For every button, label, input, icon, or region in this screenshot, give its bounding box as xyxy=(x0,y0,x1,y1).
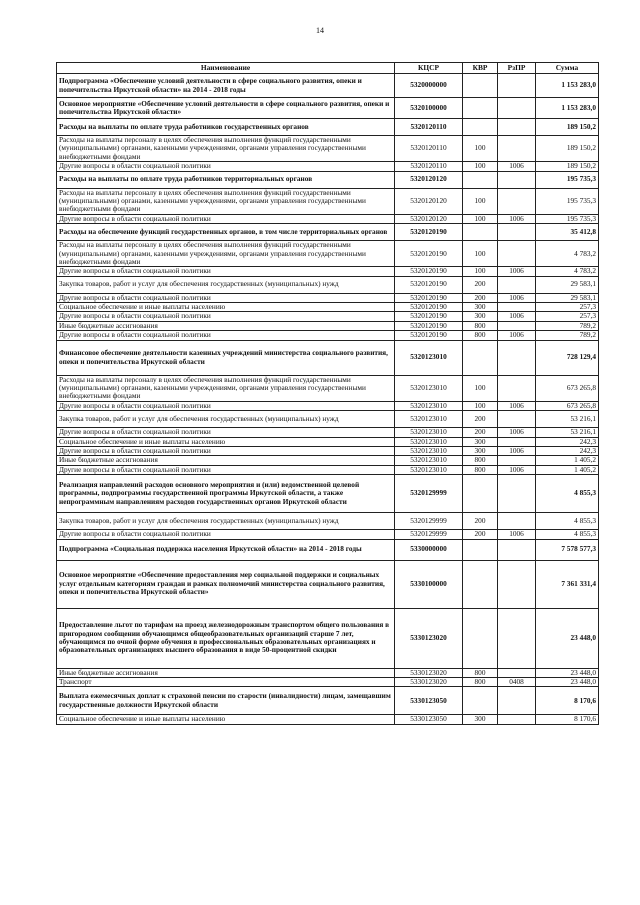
cell-kvr xyxy=(463,475,498,513)
cell-name: Реализация направлений расходов основного мероприятия и (или) ведомственной целевой программы, подпрограммы государственной программы Иркутской области, а также непрограммным направлениям расходов государственных органов Иркутской области xyxy=(57,475,395,513)
cell-kvr: 100 xyxy=(463,401,498,410)
table-row xyxy=(57,513,599,530)
cell-kvr xyxy=(463,224,498,241)
cell-sum: 29 583,1 xyxy=(536,276,599,293)
cell-kvr: 200 xyxy=(463,411,498,428)
table-row xyxy=(57,276,599,293)
cell-kcsr: 5320120190 xyxy=(395,241,463,267)
cell-sum: 1 153 283,0 xyxy=(536,74,599,98)
cell-kvr xyxy=(463,171,498,188)
cell-rzpr xyxy=(498,171,536,188)
cell-rzpr xyxy=(498,560,536,608)
cell-name: Другие вопросы в области социальной политики xyxy=(57,428,395,437)
cell-name: Другие вопросы в области социальной политики xyxy=(57,162,395,171)
cell-name: Иные бюджетные ассигнования xyxy=(57,668,395,677)
cell-name: Расходы на выплаты по оплате труда работников территориальных органов xyxy=(57,171,395,188)
cell-sum: 673 265,8 xyxy=(536,375,599,401)
header-sum: Сумма xyxy=(536,63,599,74)
cell-kcsr: 5320120120 xyxy=(395,171,463,188)
table-row xyxy=(57,608,599,668)
table-row xyxy=(57,214,599,223)
cell-kvr xyxy=(463,74,498,98)
cell-kvr: 100 xyxy=(463,267,498,276)
cell-rzpr: 1006 xyxy=(498,293,536,302)
cell-kcsr: 5320120190 xyxy=(395,331,463,340)
cell-rzpr xyxy=(498,608,536,668)
cell-name: Другие вопросы в области социальной политики xyxy=(57,446,395,455)
cell-name: Другие вопросы в области социальной политики xyxy=(57,530,395,539)
table-row xyxy=(57,539,599,560)
cell-sum: 7 361 331,4 xyxy=(536,560,599,608)
cell-kcsr: 5320123010 xyxy=(395,428,463,437)
cell-rzpr xyxy=(498,340,536,375)
cell-sum: 189 150,2 xyxy=(536,119,599,136)
cell-kcsr: 5330000000 xyxy=(395,539,463,560)
cell-sum: 242,3 xyxy=(536,446,599,455)
cell-kcsr: 5320123010 xyxy=(395,411,463,428)
cell-kvr xyxy=(463,340,498,375)
table-row xyxy=(57,560,599,608)
cell-kvr xyxy=(463,608,498,668)
table-row xyxy=(57,687,599,715)
cell-sum: 29 583,1 xyxy=(536,293,599,302)
cell-rzpr: 1006 xyxy=(498,267,536,276)
cell-sum: 35 412,8 xyxy=(536,224,599,241)
cell-kcsr: 5320120110 xyxy=(395,119,463,136)
table-row xyxy=(57,171,599,188)
cell-kcsr: 5320123010 xyxy=(395,401,463,410)
cell-kcsr: 5320120190 xyxy=(395,293,463,302)
cell-name: Закупка товаров, работ и услуг для обеспечения государственных (муниципальных) нужд xyxy=(57,276,395,293)
table-row xyxy=(57,401,599,410)
cell-kcsr: 5320120110 xyxy=(395,136,463,162)
table-row xyxy=(57,465,599,474)
cell-name: Другие вопросы в области социальной политики xyxy=(57,312,395,321)
cell-kcsr: 5330100000 xyxy=(395,560,463,608)
cell-kcsr: 5320120190 xyxy=(395,312,463,321)
cell-kcsr: 5320100000 xyxy=(395,98,463,119)
cell-kvr: 300 xyxy=(463,303,498,312)
table-row xyxy=(57,98,599,119)
cell-rzpr: 1006 xyxy=(498,530,536,539)
cell-sum: 673 265,8 xyxy=(536,401,599,410)
cell-name: Предоставление льгот по тарифам на проезд железнодорожным транспортом общего пользования в пригородном сообщении обучающимся общеобразовательных организаций старше 7 лет, обучающимся по очной форме обучения в профессиональных образовательных организациях и образовательных организациях высшего образования в виде 50-процентной скидки xyxy=(57,608,395,668)
cell-name: Социальное обеспечение и иные выплаты населению xyxy=(57,437,395,446)
cell-sum: 1 405,2 xyxy=(536,465,599,474)
cell-kcsr: 5320120190 xyxy=(395,224,463,241)
cell-kvr: 800 xyxy=(463,456,498,465)
cell-kvr: 200 xyxy=(463,530,498,539)
cell-sum: 189 150,2 xyxy=(536,136,599,162)
cell-name: Закупка товаров, работ и услуг для обеспечения государственных (муниципальных) нужд xyxy=(57,513,395,530)
cell-kvr: 300 xyxy=(463,715,498,724)
cell-rzpr xyxy=(498,456,536,465)
cell-name: Иные бюджетные ассигнования xyxy=(57,321,395,330)
cell-kcsr: 5320123010 xyxy=(395,375,463,401)
cell-sum: 789,2 xyxy=(536,321,599,330)
cell-kvr: 100 xyxy=(463,188,498,214)
cell-rzpr xyxy=(498,475,536,513)
cell-sum: 4 783,2 xyxy=(536,267,599,276)
cell-rzpr xyxy=(498,513,536,530)
table-row xyxy=(57,428,599,437)
cell-rzpr xyxy=(498,687,536,715)
cell-sum: 728 129,4 xyxy=(536,340,599,375)
header-kvr: КВР xyxy=(463,63,498,74)
cell-sum: 789,2 xyxy=(536,331,599,340)
table-row xyxy=(57,331,599,340)
cell-sum: 257,3 xyxy=(536,303,599,312)
cell-kcsr: 5330123020 xyxy=(395,608,463,668)
cell-kvr xyxy=(463,687,498,715)
cell-kvr: 800 xyxy=(463,321,498,330)
cell-name: Закупка товаров, работ и услуг для обеспечения государственных (муниципальных) нужд xyxy=(57,411,395,428)
cell-name: Транспорт xyxy=(57,677,395,686)
table-row xyxy=(57,411,599,428)
cell-sum: 8 170,6 xyxy=(536,687,599,715)
cell-kcsr: 5330123050 xyxy=(395,715,463,724)
cell-name: Подпрограмма «Социальная поддержка населения Иркутской области» на 2014 - 2018 годы xyxy=(57,539,395,560)
cell-rzpr: 1006 xyxy=(498,446,536,455)
cell-name: Расходы на выплаты персоналу в целях обеспечения выполнения функций государственными (муниципальными) органами, казенными учреждениями, органами управления государственными внебюджетными фондами xyxy=(57,241,395,267)
cell-sum: 189 150,2 xyxy=(536,162,599,171)
cell-name: Расходы на обеспечение функций государственных органов, в том числе территориальных органов xyxy=(57,224,395,241)
header-rzpr: РзПР xyxy=(498,63,536,74)
cell-sum: 4 855,3 xyxy=(536,530,599,539)
cell-kvr: 200 xyxy=(463,513,498,530)
cell-rzpr: 1006 xyxy=(498,214,536,223)
cell-kvr: 300 xyxy=(463,437,498,446)
cell-sum: 23 448,0 xyxy=(536,608,599,668)
cell-sum: 4 783,2 xyxy=(536,241,599,267)
cell-rzpr: 1006 xyxy=(498,331,536,340)
cell-name: Финансовое обеспечение деятельности казенных учреждений министерства социального развития, опеки и попечительства Иркутской области xyxy=(57,340,395,375)
cell-kcsr: 5320123010 xyxy=(395,446,463,455)
cell-rzpr: 1006 xyxy=(498,401,536,410)
cell-sum: 195 735,3 xyxy=(536,214,599,223)
cell-kvr: 800 xyxy=(463,331,498,340)
cell-name: Другие вопросы в области социальной политики xyxy=(57,331,395,340)
cell-kcsr: 5320120120 xyxy=(395,188,463,214)
cell-kvr: 300 xyxy=(463,312,498,321)
cell-sum: 1 405,2 xyxy=(536,456,599,465)
cell-kcsr: 5320129999 xyxy=(395,475,463,513)
cell-kvr: 200 xyxy=(463,428,498,437)
cell-kvr: 800 xyxy=(463,677,498,686)
cell-kvr: 100 xyxy=(463,214,498,223)
table-body xyxy=(57,74,599,725)
cell-kvr: 200 xyxy=(463,293,498,302)
cell-kcsr: 5320000000 xyxy=(395,74,463,98)
table-row xyxy=(57,188,599,214)
cell-name: Расходы на выплаты персоналу в целях обеспечения выполнения функций государственными (муниципальными) органами, казенными учреждениями, органами управления государственными внебюджетными фондами xyxy=(57,375,395,401)
cell-name: Основное мероприятие «Обеспечение условий деятельности в сфере социального развития, опеки и попечительства Иркутской области» xyxy=(57,98,395,119)
cell-sum: 1 153 283,0 xyxy=(536,98,599,119)
table-row xyxy=(57,340,599,375)
cell-sum: 8 170,6 xyxy=(536,715,599,724)
cell-kvr: 800 xyxy=(463,465,498,474)
cell-kcsr: 5330123050 xyxy=(395,687,463,715)
cell-kcsr: 5330123020 xyxy=(395,668,463,677)
cell-kcsr: 5320123010 xyxy=(395,437,463,446)
cell-name: Основное мероприятие «Обеспечение предоставления мер социальной поддержки и социальных услуг отдельным категориям граждан и рамках полномочий министерства социального развития, опеки и попечительства Иркутской области» xyxy=(57,560,395,608)
table-row xyxy=(57,224,599,241)
cell-sum: 53 216,1 xyxy=(536,428,599,437)
cell-sum: 195 735,3 xyxy=(536,171,599,188)
table-header-row xyxy=(57,63,599,74)
cell-kvr xyxy=(463,98,498,119)
table-row xyxy=(57,312,599,321)
cell-kvr xyxy=(463,119,498,136)
cell-name: Социальное обеспечение и иные выплаты населению xyxy=(57,303,395,312)
cell-sum: 7 578 577,3 xyxy=(536,539,599,560)
cell-sum: 23 448,0 xyxy=(536,668,599,677)
cell-name: Другие вопросы в области социальной политики xyxy=(57,293,395,302)
cell-name: Расходы на выплаты персоналу в целях обеспечения выполнения функций государственными (муниципальными) органами, казенными учреждениями, органами управления государственными внебюджетными фондами xyxy=(57,188,395,214)
table-row xyxy=(57,119,599,136)
cell-sum: 257,3 xyxy=(536,312,599,321)
table-row xyxy=(57,475,599,513)
cell-rzpr xyxy=(498,715,536,724)
cell-name: Другие вопросы в области социальной политики xyxy=(57,214,395,223)
cell-kvr: 100 xyxy=(463,241,498,267)
cell-kcsr: 5330123020 xyxy=(395,677,463,686)
cell-kvr: 300 xyxy=(463,446,498,455)
cell-kcsr: 5320120190 xyxy=(395,303,463,312)
table-row xyxy=(57,715,599,724)
table-row xyxy=(57,530,599,539)
cell-rzpr xyxy=(498,411,536,428)
cell-sum: 53 216,1 xyxy=(536,411,599,428)
cell-kcsr: 5320120190 xyxy=(395,321,463,330)
cell-rzpr: 0408 xyxy=(498,677,536,686)
cell-rzpr: 1006 xyxy=(498,465,536,474)
table-row xyxy=(57,375,599,401)
cell-kvr: 100 xyxy=(463,136,498,162)
cell-sum: 23 448,0 xyxy=(536,677,599,686)
cell-kcsr: 5320120190 xyxy=(395,276,463,293)
page-number: 14 xyxy=(316,26,324,35)
cell-rzpr xyxy=(498,74,536,98)
table-row xyxy=(57,456,599,465)
cell-sum: 4 855,3 xyxy=(536,475,599,513)
cell-rzpr xyxy=(498,136,536,162)
table-row xyxy=(57,677,599,686)
header-kcsr: КЦСР xyxy=(395,63,463,74)
table-row xyxy=(57,267,599,276)
table-row xyxy=(57,136,599,162)
cell-kcsr: 5320120110 xyxy=(395,162,463,171)
cell-kcsr: 5320123010 xyxy=(395,465,463,474)
cell-rzpr xyxy=(498,241,536,267)
cell-rzpr: 1006 xyxy=(498,162,536,171)
cell-kcsr: 5320120190 xyxy=(395,267,463,276)
cell-rzpr xyxy=(498,375,536,401)
cell-rzpr: 1006 xyxy=(498,428,536,437)
cell-rzpr xyxy=(498,119,536,136)
cell-name: Расходы на выплаты персоналу в целях обеспечения выполнения функций государственными (муниципальными) органами, казенными учреждениями, органами управления государственными внебюджетными фондами xyxy=(57,136,395,162)
cell-name: Социальное обеспечение и иные выплаты населению xyxy=(57,715,395,724)
table-row xyxy=(57,162,599,171)
cell-rzpr xyxy=(498,188,536,214)
cell-name: Расходы на выплаты по оплате труда работников государственных органов xyxy=(57,119,395,136)
cell-name: Другие вопросы в области социальной политики xyxy=(57,401,395,410)
cell-kvr: 100 xyxy=(463,162,498,171)
cell-sum: 242,3 xyxy=(536,437,599,446)
cell-kcsr: 5320123010 xyxy=(395,340,463,375)
cell-name: Выплата ежемесячных доплат к страховой пенсии по старости (инвалидности) лицам, замещавшим государственные должности Иркутской области xyxy=(57,687,395,715)
cell-kvr xyxy=(463,560,498,608)
budget-table xyxy=(56,62,599,725)
cell-kcsr: 5320120120 xyxy=(395,214,463,223)
cell-name: Иные бюджетные ассигнования xyxy=(57,456,395,465)
cell-sum: 195 735,3 xyxy=(536,188,599,214)
table-row xyxy=(57,74,599,98)
cell-kcsr: 5320123010 xyxy=(395,456,463,465)
cell-name: Подпрограмма «Обеспечение условий деятельности в сфере социального развития, опеки и попечительства Иркутской области» на 2014 - 2018 годы xyxy=(57,74,395,98)
cell-kcsr: 5320129999 xyxy=(395,513,463,530)
cell-rzpr: 1006 xyxy=(498,312,536,321)
cell-kvr xyxy=(463,539,498,560)
table-row xyxy=(57,241,599,267)
cell-sum: 4 855,3 xyxy=(536,513,599,530)
cell-rzpr xyxy=(498,224,536,241)
cell-kvr: 800 xyxy=(463,668,498,677)
header-name: Наименование xyxy=(57,63,395,74)
cell-name: Другие вопросы в области социальной политики xyxy=(57,267,395,276)
cell-name: Другие вопросы в области социальной политики xyxy=(57,465,395,474)
cell-kvr: 200 xyxy=(463,276,498,293)
cell-kcsr: 5320129999 xyxy=(395,530,463,539)
cell-rzpr xyxy=(498,539,536,560)
cell-rzpr xyxy=(498,276,536,293)
cell-kvr: 100 xyxy=(463,375,498,401)
cell-rzpr xyxy=(498,98,536,119)
